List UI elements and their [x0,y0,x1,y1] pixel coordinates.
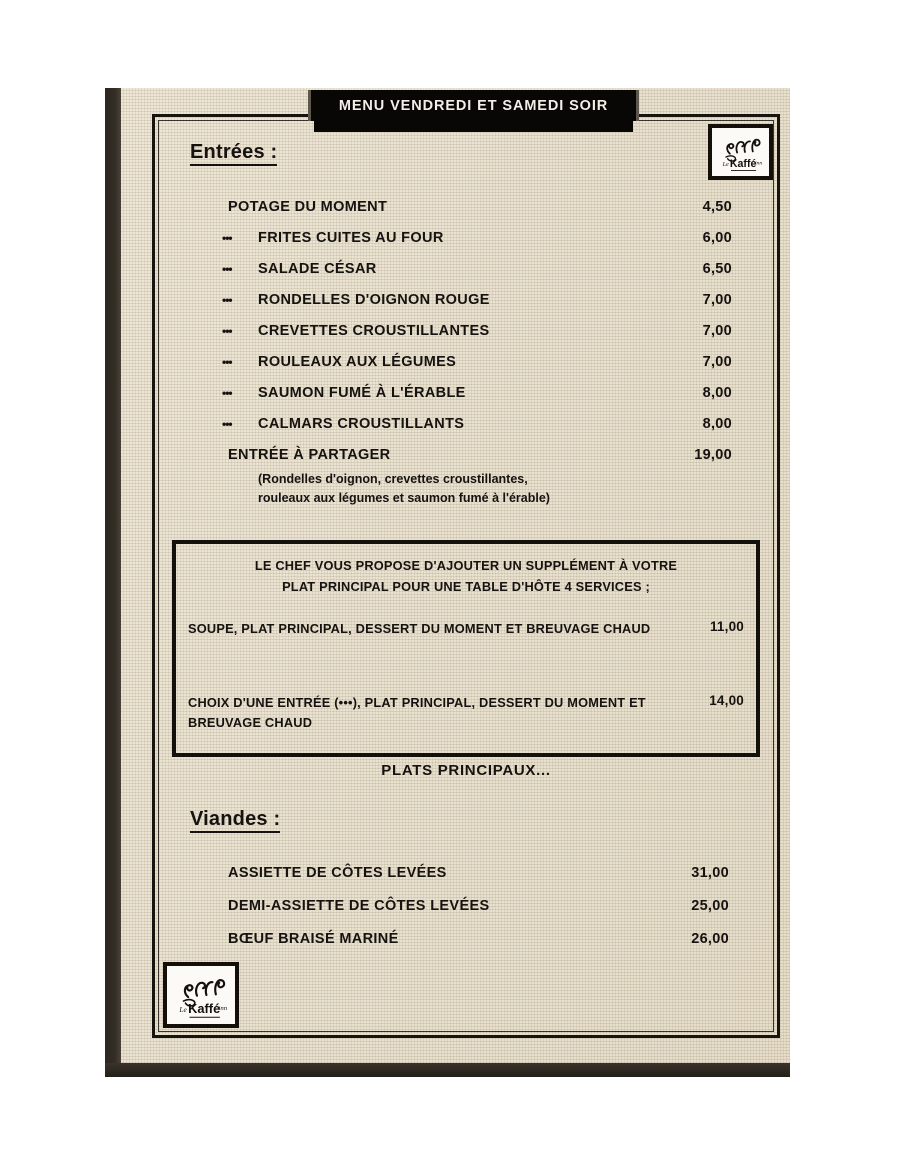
dish-price: 4,50 [702,198,732,215]
menu-content [152,114,780,1038]
dish-row [152,346,780,377]
dish-name: FRITES CUITES AU FOUR [258,229,444,246]
dish-price: 6,00 [702,229,732,246]
dish-row [152,191,780,222]
table-dhote-option-text: CHOIX D'UNE ENTRÉE (•••), PLAT PRINCIPAL, DESSERT DU MOMENT ET BREUVAGE CHAUD [188,695,646,731]
dish-name: ENTRÉE À PARTAGER [228,446,391,463]
dish-price: 19,00 [694,446,732,463]
dish-price: 8,00 [702,384,732,401]
dish-name: DEMI-ASSIETTE DE CÔTES LEVÉES [228,897,490,914]
dish-row [152,222,780,253]
svg-text:Kaffé: Kaffé [729,158,757,171]
table-dhote-option-text: SOUPE, PLAT PRINCIPAL, DESSERT DU MOMENT ET BREUVAGE CHAUD [188,621,651,637]
dish-row [152,408,780,439]
section-heading-plats-principaux: PLATS PRINCIPAUX... [381,762,551,779]
dish-price: 25,00 [691,897,729,914]
dish-name: RONDELLES D'OIGNON ROUGE [258,291,490,308]
scan-edge-shadow-bottom [105,1063,790,1077]
dish-bullet-icon: ••• [222,416,232,431]
dish-bullet-icon: ••• [222,292,232,307]
logo-plaque-top [708,124,773,180]
dish-row [152,889,780,922]
dish-bullet-icon: ••• [222,261,232,276]
table-dhote-intro-line-1: LE CHEF VOUS PROPOSE D'AJOUTER UN SUPPLÉMENT À VOTRE [254,558,678,573]
dish-name: BŒUF BRAISÉ MARINÉ [228,930,399,947]
entrees-dish-list [152,191,780,470]
svg-text:inn: inn [218,1004,228,1012]
dish-price: 31,00 [691,864,729,881]
logo-plaque-bottom [163,962,239,1028]
viandes-dish-list [152,856,780,955]
table-dhote-box [172,540,760,757]
dish-row [152,439,780,470]
dish-row [152,253,780,284]
table-dhote-intro-line-2: PLAT PRINCIPAL POUR UNE TABLE D'HÔTE 4 SERVICES ; [282,578,650,594]
entree-note-line-2: rouleaux aux légumes et saumon fumé à l'érable) [258,491,550,506]
dish-price: 8,00 [702,415,732,432]
table-dhote-option [188,693,744,733]
dish-name: ASSIETTE DE CÔTES LEVÉES [228,864,447,881]
section-heading-entrees: Entrées : [190,142,277,166]
dish-row [152,922,780,955]
dish-row [152,315,780,346]
scan-spine-shadow-left [105,88,121,1075]
dish-price: 7,00 [702,353,732,370]
section-heading-viandes: Viandes : [190,809,280,833]
table-dhote-option-price: 11,00 [709,619,744,635]
dish-price: 6,50 [702,260,732,277]
dish-bullet-icon: ••• [222,230,232,245]
table-dhote-intro [188,556,744,597]
le-kaffe-inn-logo-icon [712,128,769,176]
dish-name: ROULEAUX AUX LÉGUMES [258,353,457,370]
table-dhote-option [188,619,744,657]
menu-title-banner [308,90,639,121]
menu-title-text: MENU VENDREDI ET SAMEDI SOIR [338,97,609,114]
dish-row [152,284,780,315]
svg-text:inn: inn [755,160,763,167]
entree-note-line-1: (Rondelles d'oignon, crevettes croustillantes, [258,472,528,486]
dish-bullet-icon: ••• [222,354,232,369]
dish-row [152,856,780,889]
dish-price: 26,00 [691,930,729,947]
dish-name: SALADE CÉSAR [258,260,377,277]
entree-a-partager-note [258,470,678,509]
dish-name: CREVETTES CROUSTILLANTES [258,322,490,339]
svg-text:Kaffé: Kaffé [188,1001,221,1017]
dish-name: POTAGE DU MOMENT [228,198,388,215]
dish-bullet-icon: ••• [222,385,232,400]
dish-bullet-icon: ••• [222,323,232,338]
table-dhote-option-price: 14,00 [709,693,744,709]
dish-row [152,377,780,408]
le-kaffe-inn-logo-icon [167,966,235,1024]
dish-name: SAUMON FUMÉ À L'ÉRABLE [258,384,466,401]
svg-text:Le: Le [722,161,729,168]
dish-name: CALMARS CROUSTILLANTS [258,415,465,432]
dish-price: 7,00 [702,291,732,308]
svg-text:Le: Le [179,1004,187,1014]
dish-price: 7,00 [702,322,732,339]
